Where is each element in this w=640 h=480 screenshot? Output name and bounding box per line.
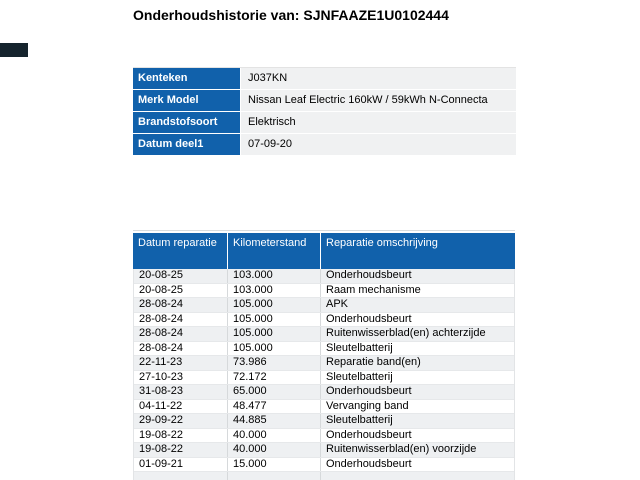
- odometer-cell: 105.000: [227, 298, 320, 312]
- info-label: Kenteken: [133, 68, 241, 90]
- repair-date-cell: 22-11-23: [139, 356, 183, 368]
- repair-date-cell: 27-10-23: [139, 370, 184, 383]
- info-value: J037KN: [241, 68, 516, 90]
- repair-date-cell: 19-08-22: [139, 443, 184, 455]
- table-row: [134, 342, 514, 357]
- odometer-cell: 40.000: [227, 429, 320, 443]
- repair-table-body: [133, 269, 515, 480]
- repair-date-cell: 19-08-22: [139, 428, 184, 441]
- table-row: [134, 400, 514, 415]
- info-label: Datum deel1: [133, 134, 241, 156]
- repair-description-cell: Ruitenwisserblad(en) voorzijde: [320, 443, 514, 457]
- repair-date-cell: 01-09-21: [139, 457, 184, 470]
- odometer-cell: 65.000: [227, 385, 320, 399]
- repair-description-cell: Onderhoudsbeurt: [320, 458, 514, 472]
- repair-description-cell: Ruitenwisserblad(en) achterzijde: [320, 327, 514, 341]
- repair-description-cell: Onderhoudsbeurt: [320, 385, 514, 399]
- odometer-cell: 103.000: [227, 269, 320, 283]
- repair-date-cell: 31-08-23: [139, 385, 184, 397]
- info-row: [133, 68, 516, 90]
- column-header-kilometerstand: Kilometerstand: [227, 233, 320, 269]
- info-value: Elektrisch: [241, 112, 516, 134]
- info-value: Nissan Leaf Electric 160kW / 59kWh N-Connecta: [241, 90, 516, 112]
- repair-description-cell: Onderhoudsbeurt: [320, 313, 514, 327]
- repair-description-cell: Raam mechanisme: [320, 284, 514, 298]
- repair-date-cell: 28-08-24: [139, 341, 184, 354]
- vehicle-info-table: [133, 67, 516, 156]
- table-row: [134, 284, 514, 299]
- odometer-cell: 73.986: [227, 356, 320, 370]
- odometer-cell: 44.885: [227, 414, 320, 428]
- odometer-cell: 103.000: [227, 284, 320, 298]
- info-row: [133, 134, 516, 156]
- table-row: [134, 429, 514, 444]
- repair-description-cell: Onderhoudsbeurt: [320, 429, 514, 443]
- table-row: [134, 298, 514, 313]
- column-header-reparatie-omschrijving: Reparatie omschrijving: [320, 233, 515, 269]
- table-row: [134, 385, 514, 400]
- table-row: [134, 458, 514, 473]
- info-row: [133, 90, 516, 112]
- odometer-cell: 105.000: [227, 327, 320, 341]
- odometer-cell: 15.000: [227, 458, 320, 472]
- table-row: [134, 443, 514, 458]
- repair-date-cell: 20-08-25: [139, 269, 184, 281]
- repair-date-cell: 20-08-25: [139, 283, 184, 296]
- dark-corner-marker: [0, 43, 28, 57]
- repair-date-cell: 29-09-22: [139, 414, 184, 426]
- repair-table-header: [133, 233, 515, 269]
- empty-cell: [227, 472, 320, 480]
- odometer-cell: 48.477: [227, 400, 320, 414]
- table-row: [134, 371, 514, 386]
- repair-date-cell: 04-11-22: [139, 399, 183, 412]
- info-row: [133, 112, 516, 134]
- odometer-cell: 105.000: [227, 313, 320, 327]
- odometer-cell: 105.000: [227, 342, 320, 356]
- repair-date-cell: 28-08-24: [139, 298, 184, 310]
- repair-history-table: [133, 230, 515, 480]
- info-value: 07-09-20: [241, 134, 516, 156]
- table-row: [134, 327, 514, 342]
- info-label: Merk Model: [133, 90, 241, 112]
- column-header-datum-reparatie: Datum reparatie: [138, 237, 217, 249]
- repair-description-cell: Sleutelbatterij: [320, 342, 514, 356]
- table-row-partial: [134, 472, 514, 480]
- repair-description-cell: Onderhoudsbeurt: [320, 269, 514, 283]
- page-title: Onderhoudshistorie van: SJNFAAZE1U0102444: [133, 7, 449, 23]
- repair-description-cell: Reparatie band(en): [320, 356, 514, 370]
- table-row: [134, 414, 514, 429]
- table-row: [134, 313, 514, 328]
- odometer-cell: 40.000: [227, 443, 320, 457]
- repair-description-cell: APK: [320, 298, 514, 312]
- repair-description-cell: Sleutelbatterij: [320, 371, 514, 385]
- table-row: [134, 356, 514, 371]
- table-row: [134, 269, 514, 284]
- repair-date-cell: 28-08-24: [139, 327, 184, 339]
- empty-cell: [320, 472, 514, 480]
- repair-description-cell: Sleutelbatterij: [320, 414, 514, 428]
- repair-date-cell: 28-08-24: [139, 312, 184, 325]
- odometer-cell: 72.172: [227, 371, 320, 385]
- info-label: Brandstofsoort: [133, 112, 241, 134]
- empty-cell: [134, 472, 227, 480]
- repair-description-cell: Vervanging band: [320, 400, 514, 414]
